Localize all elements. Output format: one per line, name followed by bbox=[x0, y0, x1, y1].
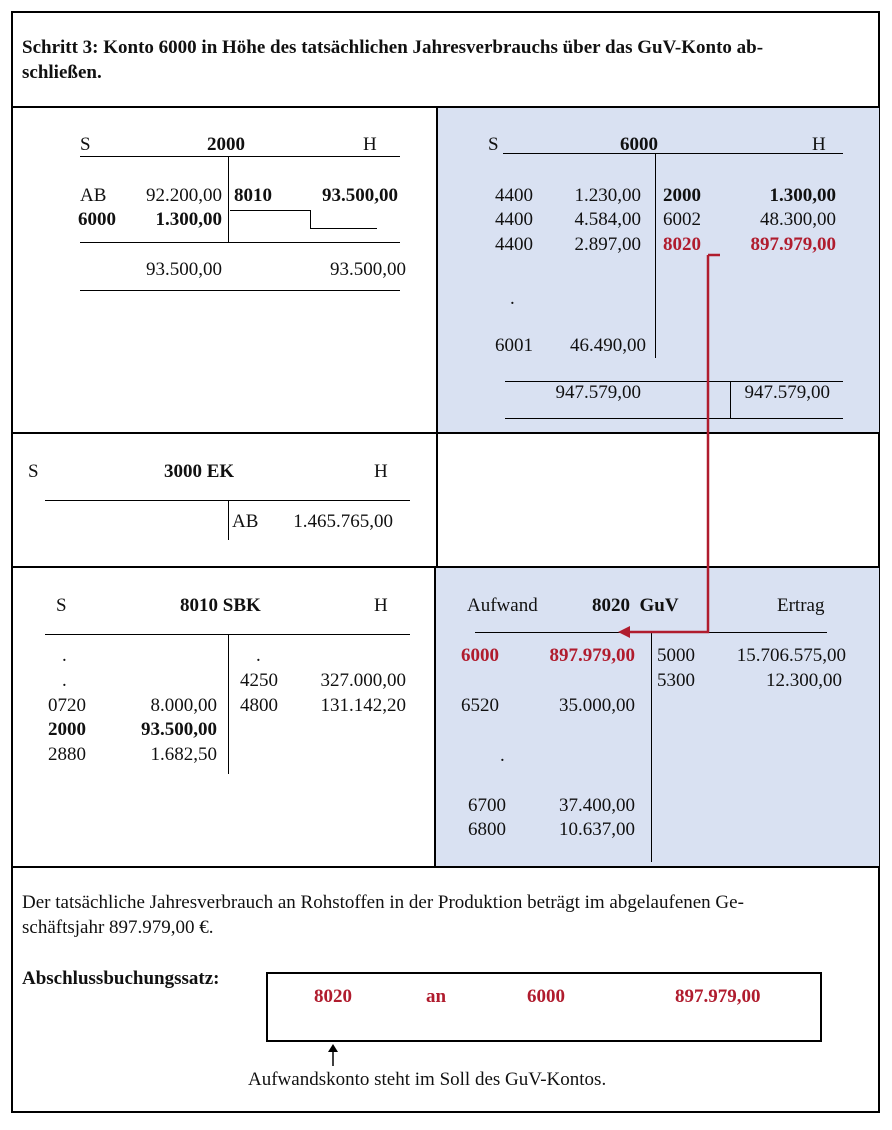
entry-account: AB bbox=[80, 185, 107, 206]
entry-value: 2.897,00 bbox=[574, 234, 641, 255]
ellipsis-dot: . bbox=[62, 670, 67, 691]
heading-line-1: Schritt 3: Konto 6000 in Höhe des tatsächlichen Jahresverbrauchs über das GuV-Konto ab- bbox=[22, 37, 764, 58]
account-title: 8020 GuV bbox=[592, 595, 679, 616]
sum-value: 93.500,00 bbox=[146, 259, 222, 280]
entry-account: 0720 bbox=[48, 695, 86, 716]
soll-label: S bbox=[80, 134, 91, 155]
arrow-segment bbox=[628, 255, 708, 632]
booking-label: Abschlussbuchungssatz: bbox=[22, 968, 220, 989]
haben-label: H bbox=[812, 134, 826, 155]
entry-value: 1.465.765,00 bbox=[293, 511, 393, 532]
entry-value: 93.500,00 bbox=[322, 185, 398, 206]
entry-value: 10.637,00 bbox=[559, 819, 635, 840]
soll-label: S bbox=[28, 461, 39, 482]
booking-amount: 897.979,00 bbox=[675, 986, 761, 1007]
up-arrow-icon bbox=[326, 1044, 340, 1066]
entry-account: 6001 bbox=[495, 335, 533, 356]
entry-value: 1.300,00 bbox=[155, 209, 222, 230]
entry-account: 2000 bbox=[663, 185, 701, 206]
aufwand-label: Aufwand bbox=[467, 595, 538, 616]
entry-value: 8.000,00 bbox=[150, 695, 217, 716]
entry-value: 37.400,00 bbox=[559, 795, 635, 816]
entry-value: 12.300,00 bbox=[766, 670, 842, 691]
entry-account: 5300 bbox=[657, 670, 695, 691]
entry-value: 48.300,00 bbox=[760, 209, 836, 230]
entry-account-8020: 8020 bbox=[663, 234, 701, 255]
note-line-1: Der tatsächliche Jahresverbrauch an Rohstoffen in der Produktion beträgt im abgelaufenen Ge- bbox=[22, 892, 744, 913]
entry-value: 35.000,00 bbox=[559, 695, 635, 716]
ellipsis-dot: . bbox=[500, 745, 505, 766]
entry-account: 8010 bbox=[234, 185, 272, 206]
account-title: 2000 bbox=[207, 134, 245, 155]
entry-account: 2880 bbox=[48, 744, 86, 765]
entry-account: 6002 bbox=[663, 209, 701, 230]
sum-value: 947.579,00 bbox=[744, 382, 830, 403]
entry-account: 4400 bbox=[495, 234, 533, 255]
entry-value: 93.500,00 bbox=[141, 719, 217, 740]
arrow-note: Aufwandskonto steht im Soll des GuV-Kontos. bbox=[248, 1069, 607, 1090]
entry-account: AB bbox=[232, 511, 259, 532]
entry-account: 4800 bbox=[240, 695, 278, 716]
account-title: 3000 EK bbox=[164, 461, 235, 482]
entry-value-balance: 897.979,00 bbox=[750, 234, 836, 255]
haben-label: H bbox=[374, 461, 388, 482]
entry-value: 131.142,20 bbox=[320, 695, 406, 716]
entry-value: 327.000,00 bbox=[320, 670, 406, 691]
entry-value: 46.490,00 bbox=[570, 335, 646, 356]
booking-word: an bbox=[426, 986, 447, 1007]
booking-credit: 6000 bbox=[527, 986, 565, 1007]
entry-account: 6700 bbox=[468, 795, 506, 816]
sum-value: 93.500,00 bbox=[330, 259, 406, 280]
entry-value: 92.200,00 bbox=[146, 185, 222, 206]
heading-line-2: schließen. bbox=[22, 62, 102, 83]
account-title: 6000 bbox=[620, 134, 658, 155]
entry-account: 6000 bbox=[78, 209, 116, 230]
entry-account-6000: 6000 bbox=[461, 645, 499, 666]
entry-value: 1.300,00 bbox=[769, 185, 836, 206]
entry-account: 6800 bbox=[468, 819, 506, 840]
entry-account: 2000 bbox=[48, 719, 86, 740]
ellipsis-dot: . bbox=[62, 645, 67, 666]
entry-account: 6520 bbox=[461, 695, 499, 716]
booking-debit: 8020 bbox=[314, 986, 352, 1007]
entry-value: 15.706.575,00 bbox=[736, 645, 846, 666]
haben-label: H bbox=[363, 134, 377, 155]
entry-value-balance: 897.979,00 bbox=[549, 645, 635, 666]
entry-account: 4400 bbox=[495, 209, 533, 230]
entry-account: 4250 bbox=[240, 670, 278, 691]
note-line-2: schäftsjahr 897.979,00 €. bbox=[22, 917, 214, 938]
entry-account: 4400 bbox=[495, 185, 533, 206]
entry-value: 4.584,00 bbox=[574, 209, 641, 230]
soll-label: S bbox=[56, 595, 67, 616]
entry-value: 1.230,00 bbox=[574, 185, 641, 206]
entry-value: 1.682,50 bbox=[150, 744, 217, 765]
ellipsis-dot: . bbox=[256, 645, 261, 666]
arrow-head-icon bbox=[618, 626, 630, 638]
account-title: 8010 SBK bbox=[180, 595, 261, 616]
ellipsis-dot: . bbox=[510, 288, 515, 309]
soll-label: S bbox=[488, 134, 499, 155]
ertrag-label: Ertrag bbox=[777, 595, 825, 616]
entry-account: 5000 bbox=[657, 645, 695, 666]
haben-label: H bbox=[374, 595, 388, 616]
sum-value: 947.579,00 bbox=[555, 382, 641, 403]
